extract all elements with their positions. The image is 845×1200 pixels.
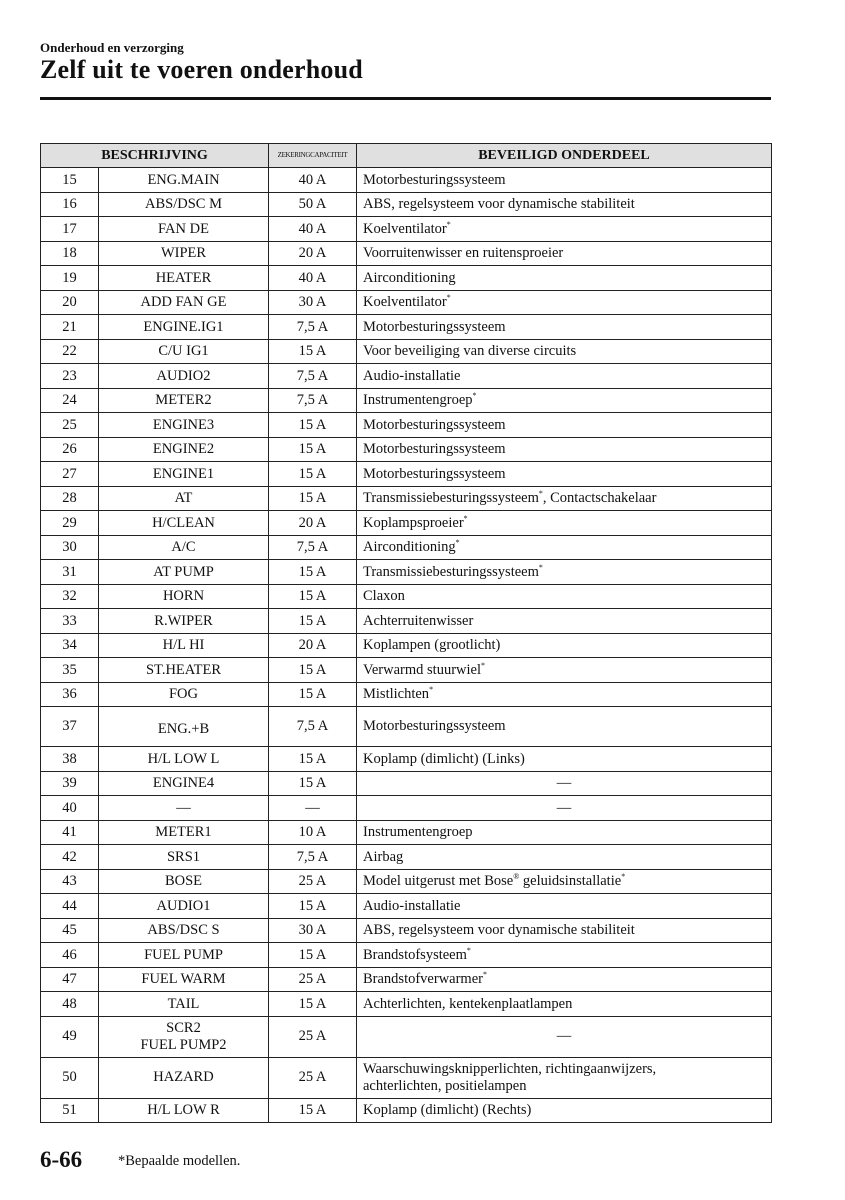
fuse-description-text: AUDIO2 [156, 367, 211, 384]
protected-part [357, 967, 772, 992]
protected-part [357, 290, 772, 315]
table-row [41, 241, 772, 266]
table-row [41, 560, 772, 585]
fuse-description-text: FAN DE [158, 220, 209, 237]
table-row [41, 845, 772, 870]
protected-part-text: Audio-installatie [363, 897, 461, 914]
table-row [41, 658, 772, 683]
fuse-capacity: 15 A [269, 1098, 357, 1123]
fuse-capacity: 7,5 A [269, 388, 357, 413]
protected-part [357, 486, 772, 511]
protected-part-text: Motorbesturingssysteem [363, 171, 506, 188]
fuse-description [99, 1098, 269, 1123]
fuse-number: 40 [41, 796, 99, 821]
table-row [41, 707, 772, 747]
protected-part [357, 364, 772, 389]
fuse-description-text: — [176, 799, 191, 816]
fuse-description [99, 388, 269, 413]
fuse-description [99, 290, 269, 315]
table-row [41, 315, 772, 340]
fuse-description [99, 168, 269, 193]
protected-part-text: Motorbesturingssysteem [363, 318, 506, 335]
fuse-capacity: 10 A [269, 820, 357, 845]
fuse-capacity: 15 A [269, 413, 357, 438]
table-row [41, 869, 772, 894]
protected-part-text: Voorruitenwisser en ruitensproeier [363, 245, 564, 262]
protected-part [357, 894, 772, 919]
protected-part [357, 869, 772, 894]
fuse-number: 51 [41, 1098, 99, 1123]
protected-part-text: Mistlichten [363, 686, 430, 703]
fuse-description-text: BOSE [164, 873, 203, 890]
fuse-description [99, 535, 269, 560]
protected-part-suffix: , Contactschakelaar [542, 490, 657, 507]
fuse-description [99, 943, 269, 968]
fuse-capacity: 15 A [269, 462, 357, 487]
table-row [41, 388, 772, 413]
fuse-description [99, 894, 269, 919]
table-row [41, 511, 772, 536]
protected-part-text: Motorbesturingssysteem [363, 718, 506, 735]
fuse-capacity: 15 A [269, 437, 357, 462]
footnote-asterisk: * [455, 538, 460, 548]
fuse-number: 31 [41, 560, 99, 585]
protected-part [357, 168, 772, 193]
fuse-capacity: 25 A [269, 869, 357, 894]
fuse-description-text: ENGINE.IG1 [143, 318, 224, 335]
fuse-description [99, 967, 269, 992]
protected-part-text: Koplamp (dimlicht) (Rechts) [363, 1102, 532, 1119]
protected-part-text: ABS, regelsysteem voor dynamische stabiliteit [363, 196, 635, 213]
protected-part [357, 609, 772, 634]
protected-part [357, 682, 772, 707]
fuse-capacity: 15 A [269, 682, 357, 707]
protected-part [357, 918, 772, 943]
protected-part-text: Claxon [363, 588, 405, 605]
fuse-number: 44 [41, 894, 99, 919]
fuse-capacity: 20 A [269, 241, 357, 266]
protected-part-text: — [556, 775, 572, 792]
fuse-description [99, 315, 269, 340]
fuse-description [99, 771, 269, 796]
fuse-capacity: 7,5 A [269, 707, 357, 747]
protected-part-text: Voor beveiliging van diverse circuits [363, 343, 577, 360]
fuse-capacity: 25 A [269, 967, 357, 992]
fuse-description [99, 918, 269, 943]
fuse-description-text: FUEL WARM [141, 971, 226, 988]
protected-part-text: Koelventilator [363, 220, 447, 237]
protected-part [357, 845, 772, 870]
fuse-description-text: FUEL PUMP [144, 946, 223, 963]
fuse-description-text: ENGINE3 [152, 416, 215, 433]
protected-part-text: Verwarmd stuurwiel [363, 661, 481, 678]
fuse-description-text: R.WIPER [154, 612, 213, 629]
fuse-capacity: 25 A [269, 1057, 357, 1098]
registered-mark: ® [513, 872, 520, 882]
fuse-description-text: H/CLEAN [152, 514, 215, 531]
fuse-number: 24 [41, 388, 99, 413]
fuse-capacity: 15 A [269, 747, 357, 772]
table-row [41, 413, 772, 438]
fuse-number: 22 [41, 339, 99, 364]
table-row [41, 918, 772, 943]
fuse-description [99, 511, 269, 536]
protected-part [357, 658, 772, 683]
fuse-description-text-line2: FUEL PUMP2 [140, 1036, 227, 1053]
protected-part-text: Motorbesturingssysteem [363, 465, 506, 482]
table-row [41, 462, 772, 487]
fuse-description-text: ENG.MAIN [147, 171, 220, 188]
fuse-number: 39 [41, 771, 99, 796]
fuse-description-text: AT [174, 490, 193, 507]
protected-part [357, 747, 772, 772]
protected-part [357, 437, 772, 462]
table-row [41, 217, 772, 242]
fuse-description [99, 486, 269, 511]
fuse-description [99, 192, 269, 217]
fuse-capacity: 15 A [269, 658, 357, 683]
fuse-description-text: ABS/DSC M [145, 196, 222, 213]
fuse-description [99, 845, 269, 870]
fuse-description [99, 682, 269, 707]
fuse-description [99, 339, 269, 364]
fuse-capacity: 7,5 A [269, 315, 357, 340]
fuse-description-text: SRS1 [166, 848, 201, 865]
protected-part [357, 413, 772, 438]
fuse-description [99, 820, 269, 845]
fuse-capacity: 20 A [269, 633, 357, 658]
footnote-asterisk: * [429, 685, 434, 695]
fuse-description [99, 796, 269, 821]
fuse-number: 15 [41, 168, 99, 193]
protected-part [357, 943, 772, 968]
fuse-description [99, 1016, 269, 1057]
fuse-capacity: 15 A [269, 560, 357, 585]
page-number: 6-66 [40, 1147, 83, 1172]
fuse-capacity: 20 A [269, 511, 357, 536]
fuse-description-text: ST.HEATER [145, 661, 222, 678]
fuse-number: 27 [41, 462, 99, 487]
fuse-number: 45 [41, 918, 99, 943]
fuse-description-text: METER1 [155, 824, 212, 841]
fuse-number: 34 [41, 633, 99, 658]
fuse-description [99, 584, 269, 609]
protected-part [357, 633, 772, 658]
protected-part [357, 1016, 772, 1057]
fuse-description [99, 658, 269, 683]
table-row [41, 290, 772, 315]
table-header-row [41, 144, 772, 168]
fuse-number: 48 [41, 992, 99, 1017]
fuse-description-text: ENGINE2 [152, 441, 215, 458]
fuse-number: 32 [41, 584, 99, 609]
table-row [41, 266, 772, 291]
protected-part-text-line2: achterlichten, positielampen [363, 1077, 527, 1094]
fuse-description [99, 437, 269, 462]
fuse-capacity: 15 A [269, 771, 357, 796]
protected-part-text: Instrumentengroep [363, 392, 473, 409]
fuse-number: 21 [41, 315, 99, 340]
fuse-capacity: 40 A [269, 168, 357, 193]
fuse-capacity: 15 A [269, 609, 357, 634]
fuse-capacity: 15 A [269, 584, 357, 609]
protected-part-text: Motorbesturingssysteem [363, 416, 506, 433]
protected-part-text: Waarschuwingsknipperlichten, richtingaanwijzers, [363, 1061, 657, 1078]
protected-part-text: Achterlichten, kentekenplaatlampen [363, 995, 573, 1012]
fuse-number: 16 [41, 192, 99, 217]
fuse-description [99, 609, 269, 634]
protected-part [357, 315, 772, 340]
table-row [41, 584, 772, 609]
fuse-description-text: METER2 [155, 392, 212, 409]
fuse-number: 20 [41, 290, 99, 315]
footnote-asterisk: * [538, 489, 543, 499]
fuse-description-text: AT PUMP [153, 563, 214, 580]
footnote-asterisk: * [446, 219, 451, 229]
section-label: Onderhoud en verzorging [40, 40, 184, 55]
fuse-capacity: 25 A [269, 1016, 357, 1057]
footnote-asterisk: * [621, 872, 626, 882]
fuse-description [99, 633, 269, 658]
fuse-capacity: 15 A [269, 992, 357, 1017]
fuse-capacity: 7,5 A [269, 845, 357, 870]
fuse-description-text: SCR2 [166, 1020, 201, 1037]
fuse-number: 23 [41, 364, 99, 389]
protected-part-text: — [556, 799, 572, 816]
protected-part-text: Koelventilator [363, 294, 447, 311]
fuse-description [99, 462, 269, 487]
protected-part-text: Koplampen (grootlicht) [363, 637, 501, 654]
protected-part-text: Transmissiebesturingssysteem [363, 563, 539, 580]
table-row [41, 771, 772, 796]
fuse-description-text: H/L LOW R [147, 1102, 220, 1119]
fuse-description-text: FOG [168, 686, 198, 703]
fuse-capacity: — [269, 796, 357, 821]
fuse-description-text: TAIL [167, 995, 200, 1012]
table-row [41, 943, 772, 968]
protected-part [357, 796, 772, 821]
protected-part-text: Audio-installatie [363, 367, 461, 384]
fuse-number: 46 [41, 943, 99, 968]
protected-part-text: ABS, regelsysteem voor dynamische stabiliteit [363, 922, 635, 939]
fuse-description-text: A/C [171, 539, 196, 556]
fuse-table [40, 143, 772, 1123]
table-row [41, 486, 772, 511]
table-row [41, 1098, 772, 1123]
table-row [41, 967, 772, 992]
fuse-number: 47 [41, 967, 99, 992]
header-protected-part: BEVEILIGD ONDERDEEL [357, 144, 772, 168]
protected-part-text: Koplampsproeier [363, 514, 464, 531]
page-title: Zelf uit te voeren onderhoud [40, 55, 363, 84]
protected-part-text: Brandstofverwarmer [363, 971, 483, 988]
footnote-asterisk: * [472, 391, 477, 401]
table-row [41, 1016, 772, 1057]
footnote-asterisk: * [463, 513, 468, 523]
table-row [41, 535, 772, 560]
fuse-capacity: 40 A [269, 266, 357, 291]
footnote-asterisk: * [482, 970, 487, 980]
fuse-number: 28 [41, 486, 99, 511]
protected-part-text: Achterruitenwisser [363, 612, 474, 629]
fuse-description [99, 217, 269, 242]
title-divider [40, 97, 771, 100]
footnote-asterisk: * [480, 660, 485, 670]
fuse-number: 50 [41, 1057, 99, 1098]
table-row [41, 1057, 772, 1098]
protected-part [357, 388, 772, 413]
protected-part [357, 339, 772, 364]
fuse-capacity: 15 A [269, 339, 357, 364]
protected-part [357, 1057, 772, 1098]
protected-part [357, 462, 772, 487]
fuse-description-text: ABS/DSC S [147, 922, 220, 939]
fuse-number: 36 [41, 682, 99, 707]
fuse-description-text: H/L LOW L [147, 750, 220, 767]
header-capacity: ZEKERINGCAPACITEIT [269, 144, 357, 168]
protected-part-text: Instrumentengroep [363, 824, 473, 841]
protected-part [357, 192, 772, 217]
protected-part-text: Airconditioning [363, 269, 456, 286]
table-row [41, 992, 772, 1017]
fuse-description [99, 560, 269, 585]
fuse-description [99, 992, 269, 1017]
protected-part [357, 266, 772, 291]
fuse-description [99, 869, 269, 894]
fuse-description-text: H/L HI [162, 637, 205, 654]
protected-part [357, 511, 772, 536]
fuse-capacity: 15 A [269, 894, 357, 919]
protected-part [357, 535, 772, 560]
fuse-description-text: C/U IG1 [158, 343, 209, 360]
fuse-number: 26 [41, 437, 99, 462]
fuse-description-text: HEATER [155, 269, 212, 286]
fuse-description [99, 266, 269, 291]
fuse-description-text: WIPER [160, 245, 207, 262]
table-row [41, 894, 772, 919]
fuse-capacity: 50 A [269, 192, 357, 217]
footnote-asterisk: * [466, 945, 471, 955]
protected-part [357, 707, 772, 747]
fuse-description-text: HORN [162, 588, 205, 605]
table-row [41, 192, 772, 217]
table-row [41, 437, 772, 462]
fuse-description-text: ENGINE1 [152, 465, 215, 482]
fuse-description [99, 413, 269, 438]
fuse-description-text: HAZARD [153, 1069, 214, 1086]
table-row [41, 364, 772, 389]
table-row [41, 609, 772, 634]
fuse-number: 38 [41, 747, 99, 772]
fuse-capacity: 7,5 A [269, 364, 357, 389]
fuse-number: 37 [41, 707, 99, 747]
table-row [41, 682, 772, 707]
table-row [41, 796, 772, 821]
table-row [41, 168, 772, 193]
fuse-number: 19 [41, 266, 99, 291]
protected-part-text: Koplamp (dimlicht) (Links) [363, 750, 525, 767]
fuse-capacity: 30 A [269, 290, 357, 315]
fuse-capacity: 7,5 A [269, 535, 357, 560]
header-description: BESCHRIJVING [41, 144, 269, 168]
table-row [41, 747, 772, 772]
footnote-asterisk: * [538, 562, 543, 572]
fuse-number: 42 [41, 845, 99, 870]
fuse-description [99, 364, 269, 389]
fuse-description [99, 707, 269, 747]
protected-part [357, 820, 772, 845]
fuse-description [99, 241, 269, 266]
fuse-description [99, 747, 269, 772]
table-row [41, 339, 772, 364]
protected-part-text: Transmissiebesturingssysteem [363, 490, 539, 507]
fuse-description-text: AUDIO1 [156, 897, 211, 914]
protected-part-text: — [556, 1028, 572, 1045]
protected-part-text: Airbag [363, 848, 404, 865]
protected-part [357, 771, 772, 796]
footnote: *Bepaalde modellen. [118, 1153, 241, 1169]
fuse-number: 17 [41, 217, 99, 242]
protected-part-text: Airconditioning [363, 539, 456, 556]
fuse-description [99, 1057, 269, 1098]
fuse-capacity: 30 A [269, 918, 357, 943]
protected-part-suffix: geluidsinstallatie [519, 873, 622, 890]
protected-part [357, 217, 772, 242]
fuse-table-body [41, 168, 772, 1123]
protected-part [357, 584, 772, 609]
fuse-number: 43 [41, 869, 99, 894]
fuse-description-text: ENG.+B [157, 721, 210, 738]
fuse-number: 41 [41, 820, 99, 845]
fuse-number: 33 [41, 609, 99, 634]
fuse-capacity: 15 A [269, 486, 357, 511]
protected-part [357, 241, 772, 266]
protected-part-text: Model uitgerust met Bose [363, 873, 514, 890]
footnote-asterisk: * [446, 293, 451, 303]
fuse-capacity: 40 A [269, 217, 357, 242]
fuse-number: 25 [41, 413, 99, 438]
fuse-capacity: 15 A [269, 943, 357, 968]
fuse-number: 49 [41, 1016, 99, 1057]
protected-part-text: Brandstofsysteem [363, 946, 467, 963]
fuse-number: 30 [41, 535, 99, 560]
protected-part-text: Motorbesturingssysteem [363, 441, 506, 458]
protected-part [357, 560, 772, 585]
fuse-description-text: ENGINE4 [152, 775, 215, 792]
fuse-number: 29 [41, 511, 99, 536]
table-row [41, 633, 772, 658]
protected-part [357, 1098, 772, 1123]
table-row [41, 820, 772, 845]
fuse-number: 18 [41, 241, 99, 266]
fuse-number: 35 [41, 658, 99, 683]
protected-part [357, 992, 772, 1017]
fuse-description-text: ADD FAN GE [140, 294, 227, 311]
